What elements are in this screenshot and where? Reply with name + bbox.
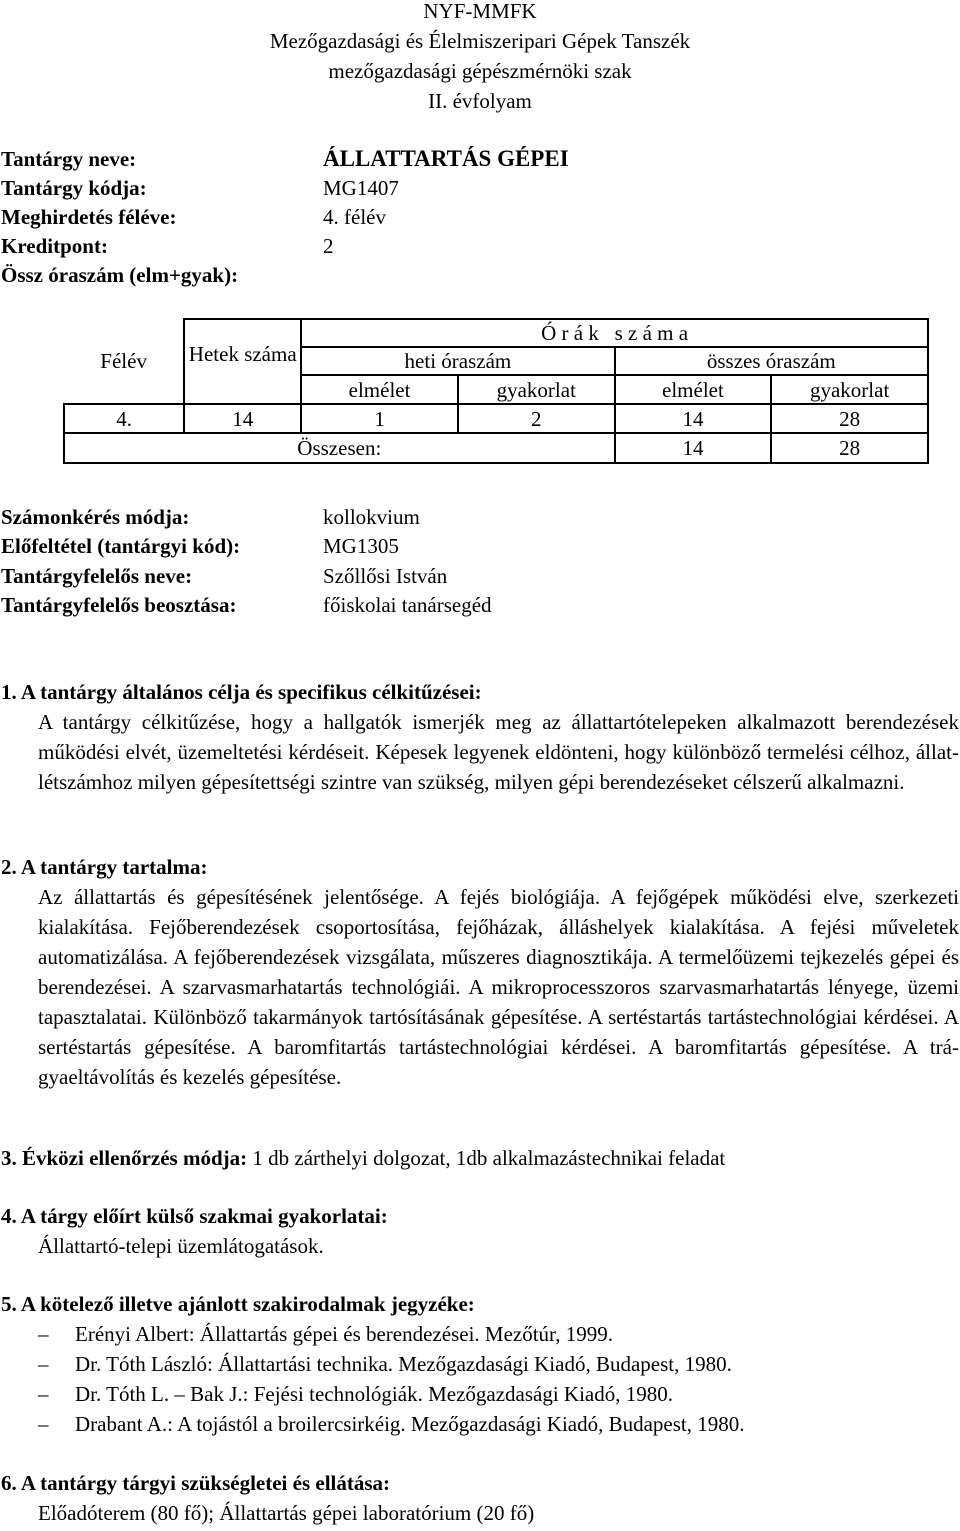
header-line: NYF-MMFK — [423, 0, 537, 23]
prereq-label: Előfeltétel (tantárgyi kód): — [1, 534, 241, 558]
section-content — [1, 852, 959, 1092]
assessment-value: 1 db zárthelyi dolgozat, 1db alkalmazástechnikai feladat — [247, 1146, 726, 1170]
dash-bullet: – — [38, 1322, 49, 1346]
section-title: 5. A kötelező illetve ajánlott szakirodalmak jegyzéke: — [1, 1292, 475, 1316]
list-item — [1, 1409, 959, 1439]
exam-label: Számonkérés módja: — [1, 505, 190, 529]
section-title: 2. A tantárgy tartalma: — [1, 855, 208, 879]
reference-text: Dr. Tóth L. – Bak J.: Fejési technológiák. Mezőgazdasági Kiadó, 1980. — [75, 1382, 673, 1406]
reference-text: Dr. Tóth László: Állattartási technika. Mezőgazdasági Kiadó, Budapest, 1980. — [75, 1352, 732, 1376]
owner-label: Tantárgyfelelős neve: — [1, 564, 193, 588]
section-requirements — [1, 1468, 959, 1528]
dash-bullet: – — [38, 1412, 49, 1436]
list-item — [1, 1379, 959, 1409]
section-body: Az állattartás és gépesítésének jelentősége. A fejés biológiája. A fejőgépek működési elve, szerkezeti kialakítása. Fejőberendezések csoportosítása, fejőházak, álláshelyek kialakítása. A fejési műveletek automatizálása. A fejőberendezések vizsgálata, műszeres diagnosztikája. A termelőüzemi tejkezelés gépei és berendezései. A szarvasmarhatartás technológiái. A mikroprocesszoros szarvasmarhatartás lényege, üzemi tapasztalatai. Különböző takarmányok tartósításának gépesítése. A sertéstartás tartástechnológiai kérdései. A sertéstartás gépesítése. A baromfitartás tartástechnológiai kérdései. A baromfitartás gépesítése. A trágyaeltávolítás és kezelés gépesítése. — [38, 885, 959, 1089]
hours-data-row — [64, 404, 928, 433]
section-body: Előadóterem (80 fő); Állattartás gépei laboratórium (20 fő) — [38, 1501, 535, 1525]
table-cell: 1 — [301, 404, 458, 433]
exam-value: kollokvium — [323, 505, 420, 529]
weekly-hours-header: heti óraszám — [301, 347, 614, 375]
total-theory-header: elmélet — [615, 375, 772, 404]
reference-text: Erényi Albert: Állattartás gépei és berendezései. Mezőtúr, 1999. — [75, 1322, 613, 1346]
reference-list — [1, 1319, 959, 1439]
table-cell: 28 — [771, 433, 928, 463]
hours-header: Ó r á k s z á m a — [301, 319, 928, 347]
table-cell: 2 — [458, 404, 615, 433]
hours-sum-row — [64, 433, 928, 463]
owner-value: Szőllősi István — [323, 564, 448, 588]
weekly-practice-header: gyakorlat — [458, 375, 615, 404]
section-assessment — [1, 1143, 959, 1173]
weeks-header: Hetek száma — [184, 319, 301, 404]
table-cell: 28 — [771, 404, 928, 433]
section-goals — [1, 677, 959, 797]
list-item — [1, 1319, 959, 1349]
list-item — [1, 1349, 959, 1379]
course-name-label: Tantárgy neve: — [1, 147, 137, 171]
table-cell: 14 — [615, 433, 772, 463]
semester-header: Félév — [64, 319, 184, 404]
header-line: II. évfolyam — [428, 89, 532, 113]
section-title: 6. A tantárgy tárgyi szükségletei és ellátása: — [1, 1471, 391, 1495]
semester-label: Meghirdetés féléve: — [1, 205, 177, 229]
section-literature — [1, 1289, 959, 1439]
department-header — [0, 0, 960, 116]
dash-bullet: – — [38, 1382, 49, 1406]
sum-label: Összesen: — [64, 433, 615, 463]
course-name-value: ÁLLATTARTÁS GÉPEI — [323, 146, 569, 171]
credit-label: Kreditpont: — [1, 234, 108, 258]
section-body: Állattartó-telepi üzemlátogatások. — [38, 1234, 324, 1258]
section-title: 3. Évközi ellenőrzés módja: — [1, 1146, 248, 1170]
total-practice-header: gyakorlat — [771, 375, 928, 404]
table-cell: 14 — [615, 404, 772, 433]
semester-value: 4. félév — [323, 205, 386, 229]
table-cell: 4. — [64, 404, 184, 433]
position-value: főiskolai tanársegéd — [323, 593, 492, 617]
weekly-theory-header: elmélet — [301, 375, 458, 404]
credit-value: 2 — [323, 234, 334, 258]
prereq-value: MG1305 — [323, 534, 399, 558]
header-line: mezőgazdasági gépészmérnöki szak — [328, 59, 632, 83]
header-line: Mezőgazdasági és Élelmiszeripari Gépek Tanszék — [269, 29, 691, 53]
total-hours-label: Össz óraszám (elm+gyak): — [1, 263, 239, 287]
section-body: A tantárgy célkitűzése, hogy a hallgatók ismerjék meg az állattartótelepeken alkalmazott berendezések működési elvét, üzemeltetési kérdéseit. Képesek legyenek eldönteni, hogy különböző termelési célhoz, állat-létszámhoz milyen gépesítettségi szintre van szükség, milyen gépi berendezéseket célszerű alkalmazni. — [38, 710, 959, 794]
table-cell: 14 — [184, 404, 301, 433]
section-practice — [1, 1201, 959, 1261]
section-title: 1. A tantárgy általános célja és specifikus célkitűzései: — [1, 680, 482, 704]
total-hours-header: összes óraszám — [615, 347, 928, 375]
hours-table — [63, 318, 929, 464]
position-label: Tantárgyfelelős beosztása: — [1, 593, 237, 617]
section-title: 4. A tárgy előírt külső szakmai gyakorlatai: — [1, 1204, 388, 1228]
course-code-value: MG1407 — [323, 176, 399, 200]
course-code-label: Tantárgy kódja: — [1, 176, 147, 200]
dash-bullet: – — [38, 1352, 49, 1376]
reference-text: Drabant A.: A tojástól a broilercsirkéig. Mezőgazdasági Kiadó, Budapest, 1980. — [75, 1412, 745, 1436]
